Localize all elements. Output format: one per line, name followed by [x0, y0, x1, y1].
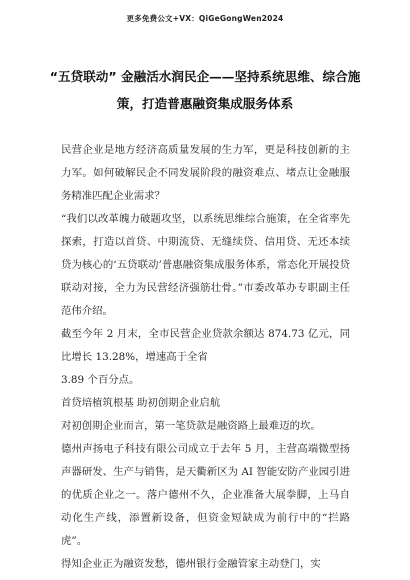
- paragraph: 对初创期企业而言，第一笔贷款是融资路上最难迈的坎。: [61, 420, 321, 432]
- paragraph: 民营企业是地方经济高质量发展的生力军，更是科技创新的主力军。如何破解民企不同发展阶段的融资难点、堵点让金融服务精准匹配企业需求？: [61, 144, 350, 202]
- paragraph: 得知企业正为融资发愁，德州银行金融管家主动登门，实: [61, 558, 321, 570]
- paragraph: 截至今年 2 月末，全市民营企业贷款余额达 874.73 亿元，同比增长 13.28%，增速高于全省: [61, 328, 350, 363]
- article-body: [61, 139, 350, 576]
- paragraph: 德州声扬电子科技有限公司成立于去年 5 月，主营高端微型扬声器研发、生产与销售，是天衢新区为 AI 智能安防产业园引进的优质企业之一。落户德州不久，企业准备大展拳脚，上马自动化生产线，添置新设备，但资金短缺成为前行中的“拦路虎”。: [61, 443, 350, 547]
- section-heading: 首贷培植筑根基 助初创期企业启航: [61, 397, 221, 409]
- paragraph: 3.89 个百分点。: [61, 374, 140, 386]
- paragraph: “我们以改革魄力破题攻坚，以系统思维综合施策，在全省率先探索，打造以首贷、中期流贷、无缝续贷、信用贷、无还本续贷为核心的‘五贷联动’普惠融资集成服务体系，常态化开展投贷联动对接，全力为民营经济强筋壮骨。”市委改革办专职副主任范伟介绍。: [61, 213, 350, 317]
- article-title: “五贷联动” 金融活水润民企——坚持系统思维、综合施策，打造普惠融资集成服务体系: [49, 69, 361, 111]
- header-note: 更多免费公文+VX：QiGeGongWen2024: [126, 14, 284, 23]
